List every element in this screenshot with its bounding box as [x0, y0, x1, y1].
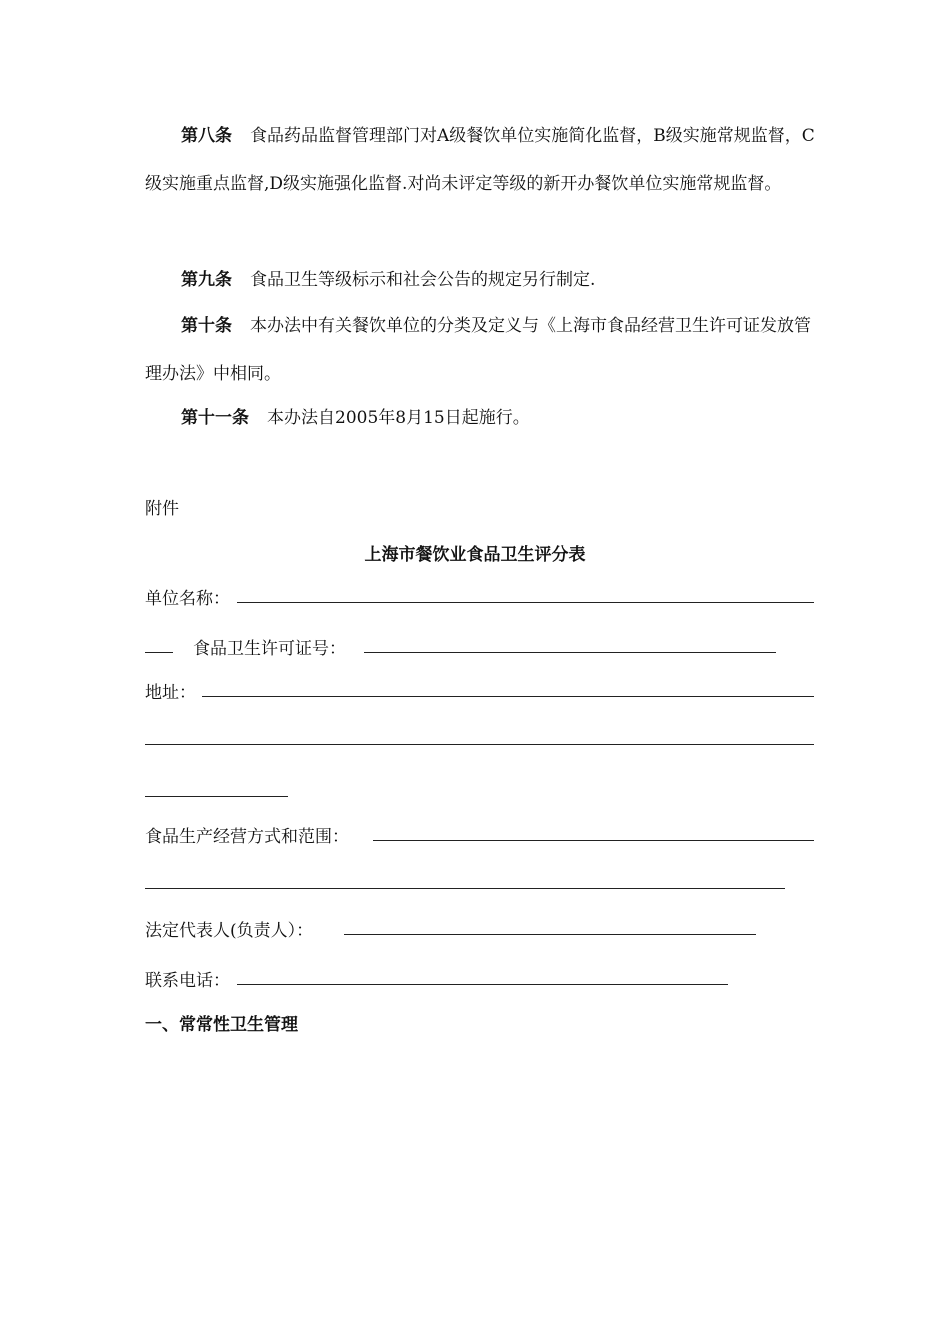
attachment-label: 附件	[145, 499, 179, 519]
article-10	[145, 302, 815, 398]
article-9	[145, 256, 815, 304]
article-9-heading: 第九条	[181, 270, 232, 290]
article-11-text: 本办法自2005年8月15日起施行。	[267, 408, 530, 428]
legal-rep-label: 法定代表人(负责人）：	[145, 921, 314, 941]
article-9-text: 食品卫生等级标示和社会公告的规定另行制定.	[250, 270, 596, 290]
license-label: 食品卫生许可证号：	[193, 639, 346, 659]
unit-name-field[interactable]	[237, 602, 814, 603]
phone-field[interactable]	[237, 984, 728, 985]
phone-label: 联系电话：	[145, 971, 230, 991]
address-label: 地址：	[145, 683, 196, 703]
unit-name-field-continued[interactable]	[145, 652, 173, 653]
form-title: 上海市餐饮业食品卫生评分表	[364, 545, 586, 565]
article-10-text: 本办法中有关餐饮单位的分类及定义与《上海市食品经营卫生许可证发放管理办法》中相同。	[145, 316, 811, 384]
address-field[interactable]	[202, 696, 814, 697]
address-field-line-2[interactable]	[145, 744, 814, 745]
article-10-heading: 第十条	[181, 316, 232, 336]
scope-field-line-2[interactable]	[145, 888, 785, 889]
section-heading: 一、常常性卫生管理	[145, 1015, 298, 1035]
article-8-heading: 第八条	[181, 126, 232, 146]
scope-label: 食品生产经营方式和范围：	[145, 827, 349, 847]
article-8-text: 食品药品监督管理部门对A级餐饮单位实施简化监督，B级实施常规监督，C级实施重点监督,D级实施强化监督.对尚未评定等级的新开办餐饮单位实施常规监督。	[145, 126, 815, 194]
unit-name-label: 单位名称：	[145, 589, 230, 609]
scope-field[interactable]	[373, 840, 814, 841]
license-field[interactable]	[364, 652, 776, 653]
article-8	[145, 112, 815, 208]
article-11	[145, 394, 815, 442]
legal-rep-field[interactable]	[344, 934, 756, 935]
address-field-line-3[interactable]	[145, 796, 288, 797]
article-11-heading: 第十一条	[181, 408, 249, 428]
